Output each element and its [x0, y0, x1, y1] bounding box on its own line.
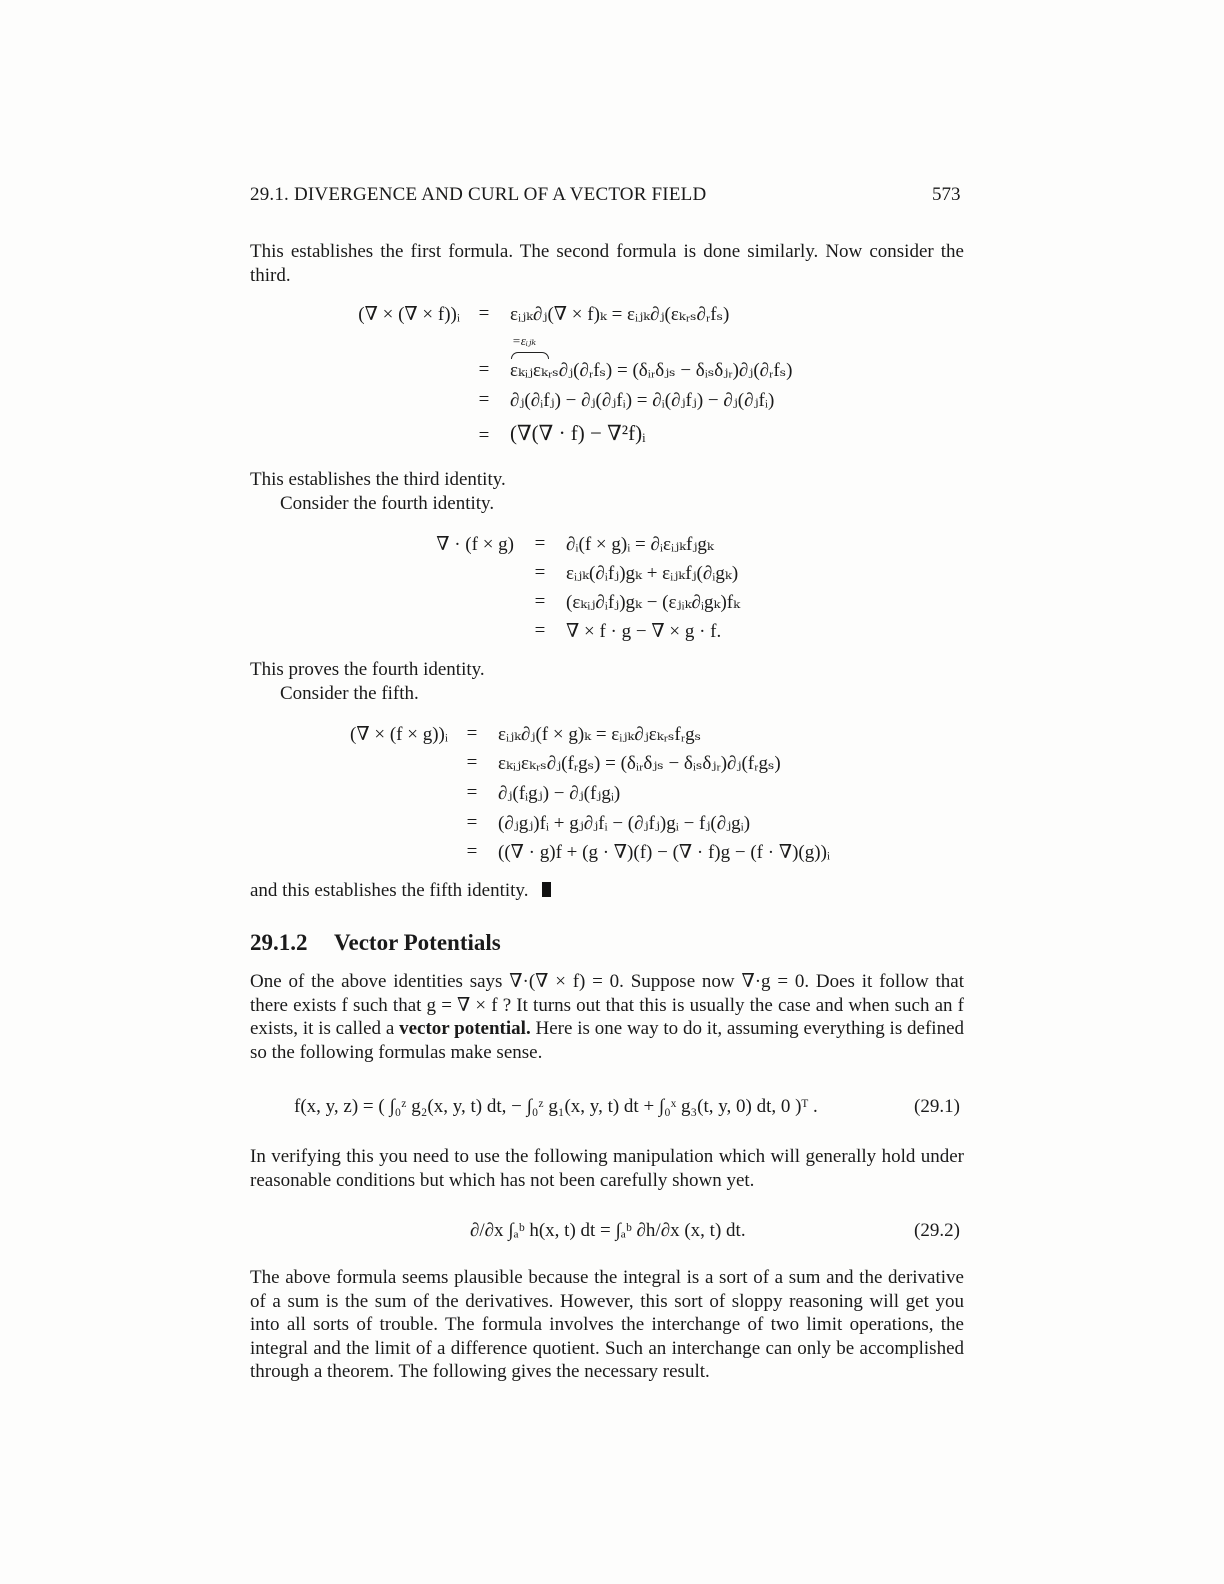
- running-header: 29.1. DIVERGENCE AND CURL OF A VECTOR FIELD: [250, 184, 707, 205]
- eq5-row-5: ((∇ · g)f + (g · ∇)(f) − (∇ · f)g − (f · ∇)(g))ᵢ: [498, 842, 831, 863]
- equation-29-1: f(x, y, z) = ( ∫₀ᶻ g₂(x, y, t) dt, − ∫₀ᶻ g₁(x, y, t) dt + ∫₀ˣ g₃(t, y, 0) dt, 0 )ᵀ .: [294, 1096, 818, 1117]
- eq4-row-4: ∇ × f · g − ∇ × g · f.: [566, 621, 722, 642]
- paragraph-fourth-proved: This proves the fourth identity.: [250, 659, 485, 680]
- eq4-equals-3: =: [534, 591, 546, 612]
- vp-bold-term: vector potential.: [399, 1018, 531, 1040]
- eq3-row-4: (∇(∇ · f) − ∇²f)ᵢ: [510, 421, 646, 445]
- eq5-row-2: εₖᵢⱼεₖᵣₛ∂ⱼ(fᵣgₛ) = (δᵢᵣδⱼₛ − δᵢₛδⱼᵣ)∂ⱼ(fᵣgₛ): [498, 753, 781, 774]
- eq4-equals-1: =: [534, 533, 546, 554]
- eq3-equals-2: =: [478, 359, 490, 380]
- eq3-equals-1: =: [478, 303, 490, 324]
- eq5-row-3: ∂ⱼ(fᵢgⱼ) − ∂ⱼ(fⱼgᵢ): [498, 783, 621, 804]
- section-title: Vector Potentials: [334, 930, 501, 955]
- eq3-row-2: εₖᵢⱼεₖᵣₛ∂ⱼ(∂ᵣfₛ) = (δᵢᵣδⱼₛ − δᵢₛδⱼᵣ)∂ⱼ(∂ᵣfₛ): [510, 360, 793, 381]
- page-number: 573: [932, 184, 961, 205]
- eq3-equals-3: =: [478, 389, 490, 410]
- paragraph-consider-fourth: Consider the fourth identity.: [280, 493, 495, 514]
- section-number: 29.1.2: [250, 930, 308, 955]
- eq5-equals-1: =: [466, 723, 478, 744]
- eq4-row-1: ∂ᵢ(f × g)ᵢ = ∂ᵢεᵢⱼₖfⱼgₖ: [566, 534, 714, 555]
- paragraph-fifth-established: [250, 880, 551, 902]
- paragraph-first-formula: This establishes the first formula. The second formula is done similarly. Now consider the third.: [250, 241, 964, 286]
- paragraph-vector-potential: [250, 970, 964, 1064]
- equation-29-2-label: (29.2): [914, 1220, 960, 1241]
- vp-text-b: Here is one way to do it, assuming everything is defined so the following formulas make sense.: [250, 1018, 964, 1063]
- eq5-equals-3: =: [466, 782, 478, 803]
- paragraph-interchange: The above formula seems plausible because the integral is a sort of a sum and the derivative of a sum is the sum of the derivatives. However, this sort of sloppy reasoning will get you into all sorts of trouble. The formula involves the interchange of two limit operations, the integral and the limit of a difference quotient. Such an interchange can only be accomplished through a theorem. The following gives the necessary result.: [250, 1267, 964, 1383]
- eq4-equals-4: =: [534, 620, 546, 641]
- paragraph-consider-fifth: Consider the fifth.: [280, 683, 419, 704]
- eq5-equals-4: =: [466, 812, 478, 833]
- eq3-equals-4: =: [478, 425, 490, 446]
- eq3-overbrace: [511, 352, 549, 359]
- eq3-lhs: (∇ × (∇ × f))ᵢ: [358, 304, 460, 325]
- qed-square-icon: [542, 882, 551, 897]
- eq3-brace-note: =εᵢⱼₖ: [512, 333, 537, 348]
- eq4-equals-2: =: [534, 562, 546, 583]
- eq5-lhs: (∇ × (f × g))ᵢ: [350, 724, 448, 745]
- eq5-equals-5: =: [466, 841, 478, 862]
- vp-text-a: One of the above identities says ∇·(∇ × f) = 0. Suppose now ∇·g = 0. Does it follow that there exists f such that g = ∇ × f ? It turns out that this is usually the case and when such an f exists, it is called a: [250, 971, 964, 1040]
- eq3-row-3: ∂ⱼ(∂ᵢfⱼ) − ∂ⱼ(∂ⱼfᵢ) = ∂ᵢ(∂ⱼfⱼ) − ∂ⱼ(∂ⱼfᵢ): [510, 390, 775, 411]
- section-heading: [250, 930, 501, 956]
- equation-29-2: ∂/∂x ∫ₐᵇ h(x, t) dt = ∫ₐᵇ ∂h/∂x (x, t) dt.: [470, 1220, 746, 1241]
- eq5-row-4: (∂ⱼgⱼ)fᵢ + gⱼ∂ⱼfᵢ − (∂ⱼfⱼ)gᵢ − fⱼ(∂ⱼgᵢ): [498, 813, 751, 834]
- paragraph-third-established: This establishes the third identity.: [250, 469, 506, 490]
- equation-29-1-label: (29.1): [914, 1096, 960, 1117]
- eq3-row-1: εᵢⱼₖ∂ⱼ(∇ × f)ₖ = εᵢⱼₖ∂ⱼ(εₖᵣₛ∂ᵣfₛ): [510, 304, 730, 325]
- fifth-established-text: and this establishes the fifth identity.: [250, 880, 529, 901]
- paragraph-manipulation: In verifying this you need to use the following manipulation which will generally hold under reasonable conditions but which has not been carefully shown yet.: [250, 1146, 964, 1191]
- eq5-row-1: εᵢⱼₖ∂ⱼ(f × g)ₖ = εᵢⱼₖ∂ⱼεₖᵣₛfᵣgₛ: [498, 724, 701, 745]
- eq4-lhs: ∇ · (f × g): [436, 534, 514, 555]
- eq5-equals-2: =: [466, 752, 478, 773]
- eq4-row-2: εᵢⱼₖ(∂ᵢfⱼ)gₖ + εᵢⱼₖfⱼ(∂ᵢgₖ): [566, 563, 739, 584]
- eq4-row-3: (εₖᵢⱼ∂ᵢfⱼ)gₖ − (εⱼᵢₖ∂ᵢgₖ)fₖ: [566, 592, 741, 613]
